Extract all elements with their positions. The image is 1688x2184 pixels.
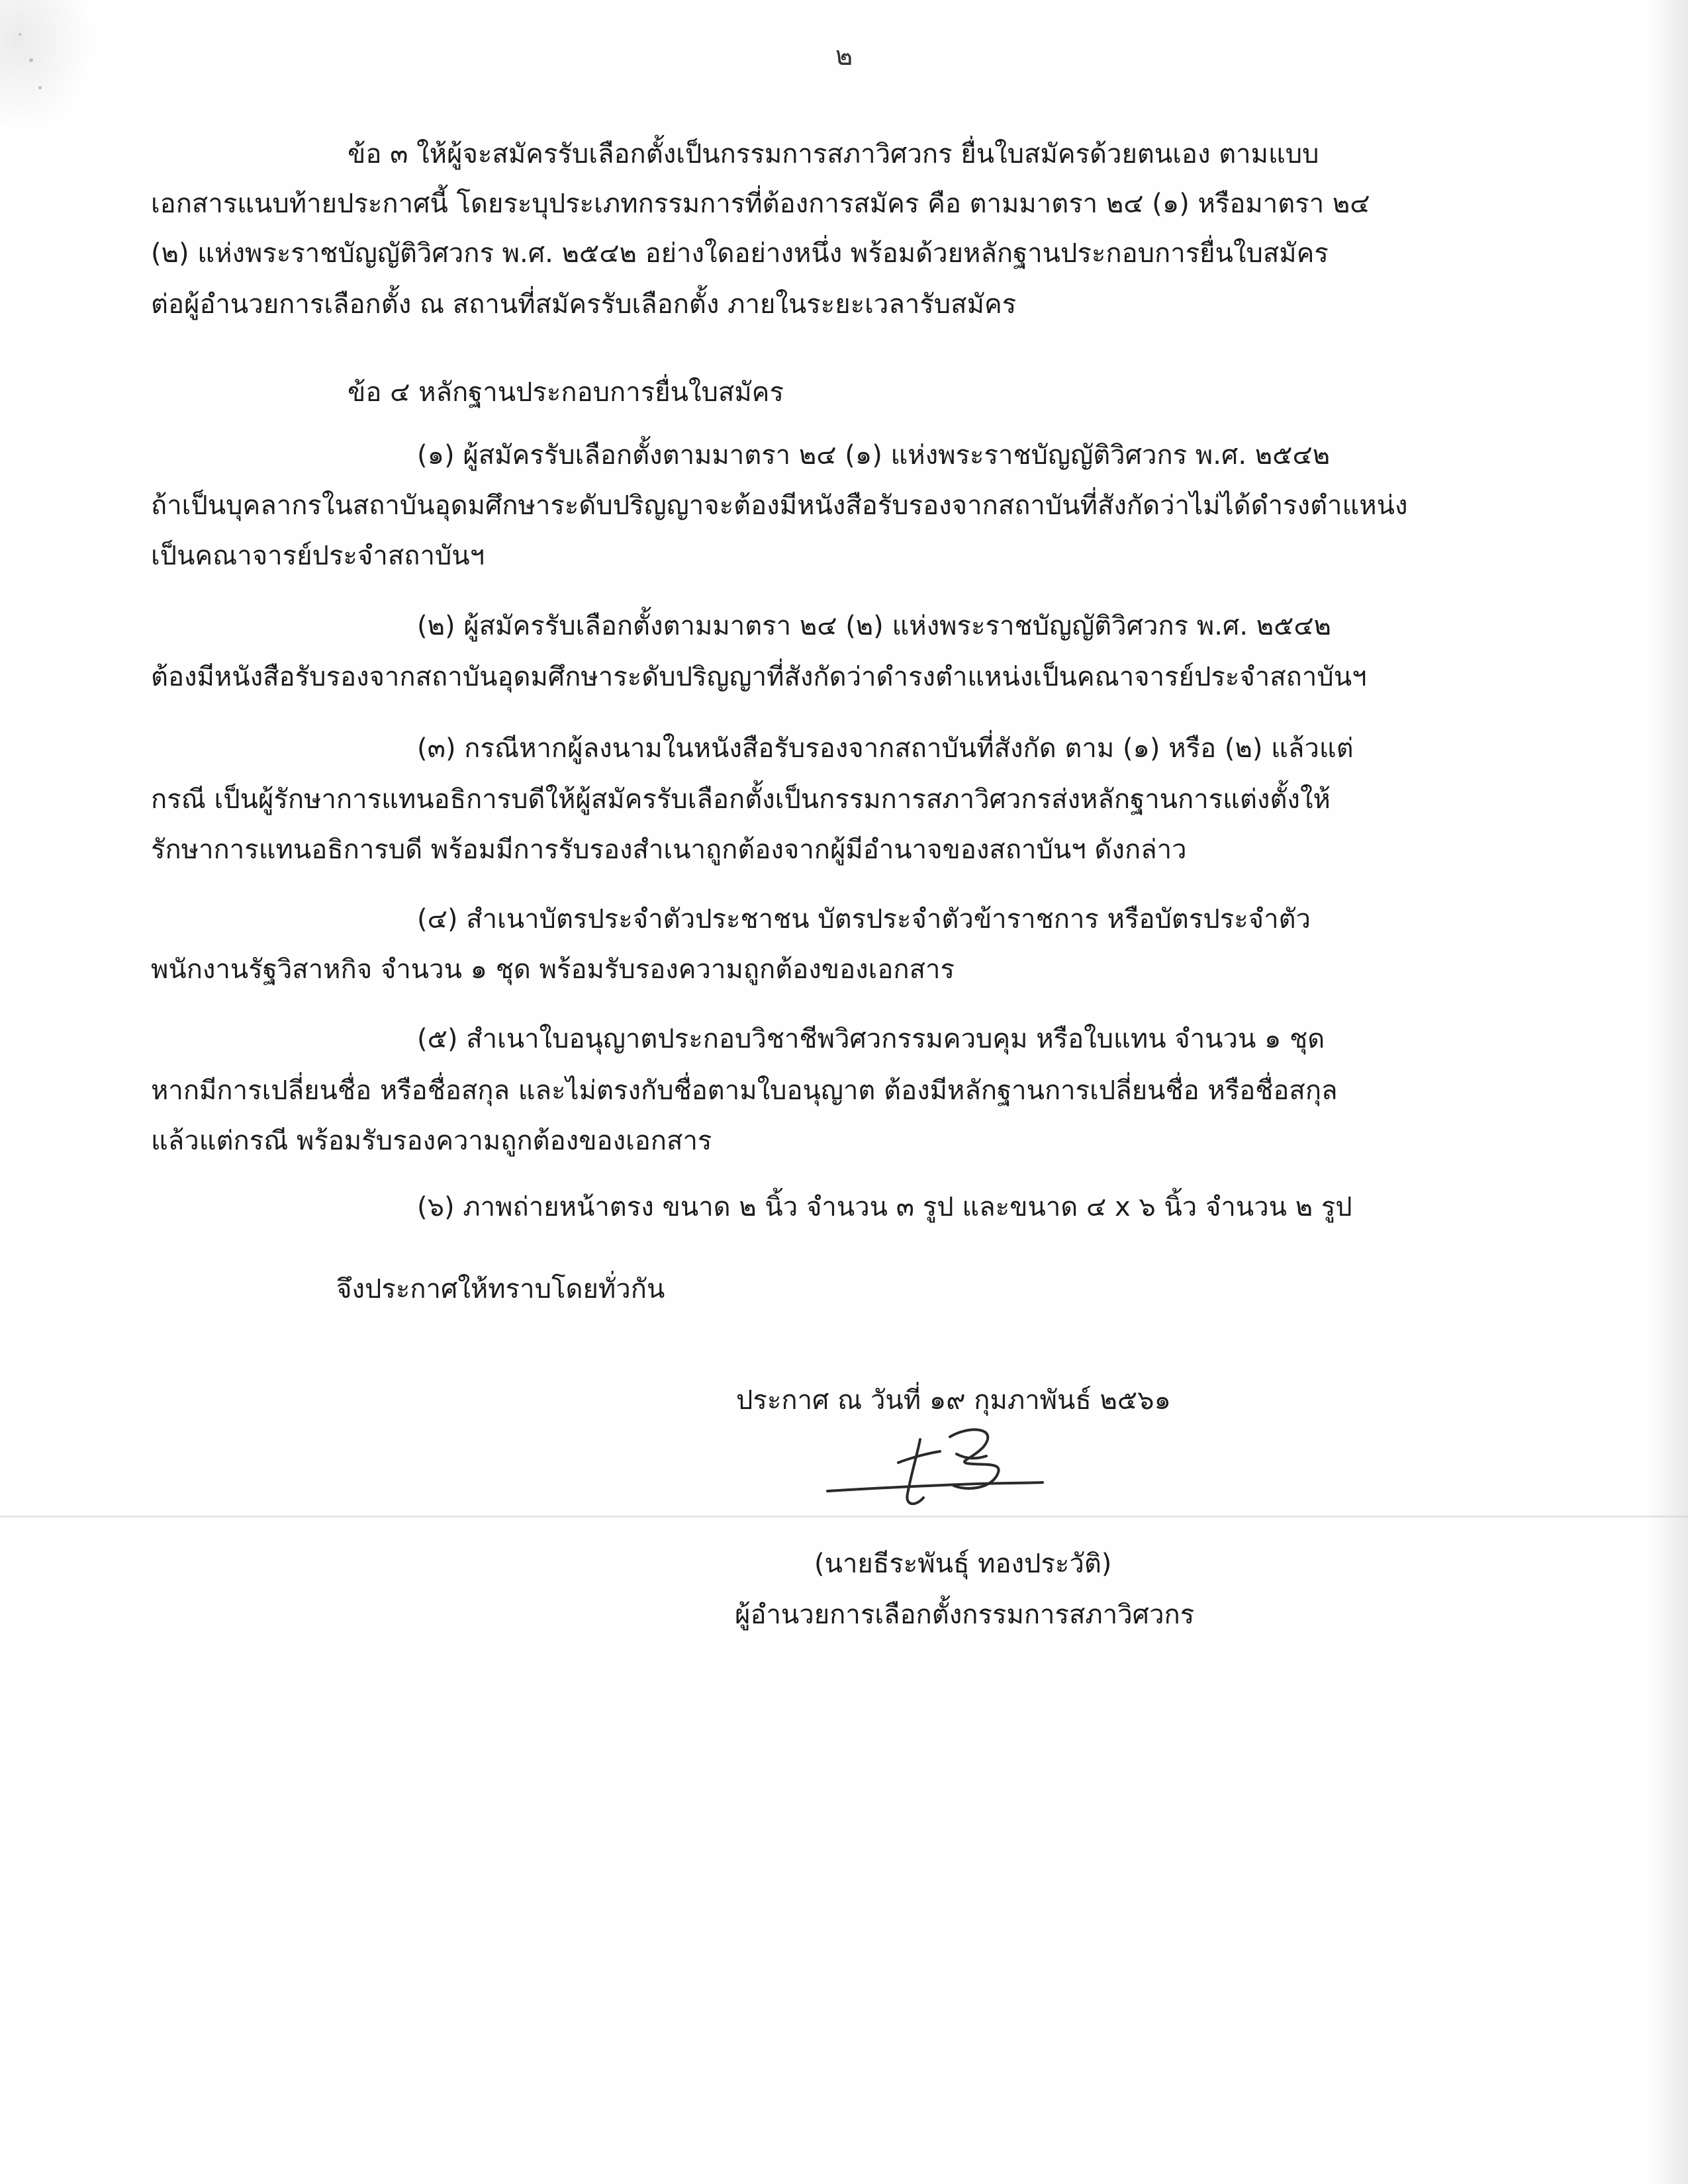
- clause4-item3-line3: รักษาการแทนอธิการบดี พร้อมมีการรับรองสำเนาถูกต้องจากผู้มีอำนาจของสถาบันฯ ดังกล่าว: [151, 835, 1187, 865]
- clause4-item4-line1: (๔) สำเนาบัตรประจำตัวประชาชน บัตรประจำตัวข้าราชการ หรือบัตรประจำตัว: [417, 904, 1311, 934]
- clause3-line4: ต่อผู้อำนวยการเลือกตั้ง ณ สถานที่สมัครรับเลือกตั้ง ภายในระยะเวลารับสมัคร: [151, 289, 1017, 320]
- clause4-item4-line2: พนักงานรัฐวิสาหกิจ จำนวน ๑ ชุด พร้อมรับรองความถูกต้องของเอกสาร: [151, 954, 955, 985]
- clause4-item3-line2: กรณี เป็นผู้รักษาการแทนอธิการบดีให้ผู้สมัครรับเลือกตั้งเป็นกรรมการสภาวิศวกรส่งหลักฐานการแต่งตั้งให้: [151, 784, 1331, 815]
- clause4-item6-line1: (๖) ภาพถ่ายหน้าตรง ขนาด ๒ นิ้ว จำนวน ๓ รูป และขนาด ๔ x ๖ นิ้ว จำนวน ๒ รูป: [417, 1192, 1352, 1222]
- page-number: ๒: [835, 41, 853, 71]
- clause4-item2-line2: ต้องมีหนังสือรับรองจากสถาบันอุดมศึกษาระดับปริญญาที่สังกัดว่าดำรงตำแหน่งเป็นคณาจารย์ประจำสถาบันฯ: [151, 662, 1367, 692]
- clause4-item3-line1: (๓) กรณีหากผู้ลงนามในหนังสือรับรองจากสถาบันที่สังกัด ตาม (๑) หรือ (๒) แล้วแต่: [417, 733, 1354, 764]
- clause3-line2: เอกสารแนบท้ายประกาศนี้ โดยระบุประเภทกรรมการที่ต้องการสมัคร คือ ตามมาตรา ๒๔ (๑) หรือมาตรา ๒๔: [151, 189, 1370, 219]
- clause3-line1: ข้อ ๓ ให้ผู้จะสมัครรับเลือกตั้งเป็นกรรมการสภาวิศวกร ยื่นใบสมัครด้วยตนเอง ตามแบบ: [348, 139, 1319, 169]
- clause4-item1-line3: เป็นคณาจารย์ประจำสถาบันฯ: [151, 541, 485, 571]
- signature-image: [824, 1420, 1062, 1519]
- clause4-item1-line1: (๑) ผู้สมัครรับเลือกตั้งตามมาตรา ๒๔ (๑) แห่งพระราชบัญญัติวิศวกร พ.ศ. ๒๕๔๒: [417, 440, 1331, 471]
- signer-title: ผู้อำนวยการเลือกตั้งกรรมการสภาวิศวกร: [735, 1600, 1195, 1630]
- scan-right-edge-shadow: [1648, 0, 1688, 2184]
- clause3-line3: (๒) แห่งพระราชบัญญัติวิศวกร พ.ศ. ๒๕๔๒ อย่างใดอย่างหนึ่ง พร้อมด้วยหลักฐานประกอบการยื่นใบสมัคร: [151, 238, 1329, 269]
- scan-dot: [38, 86, 42, 89]
- announcement-date: ประกาศ ณ วันที่ ๑๙ กุมภาพันธ์ ๒๕๖๑: [736, 1385, 1171, 1416]
- clause4-item5-line3: แล้วแต่กรณี พร้อมรับรองความถูกต้องของเอกสาร: [151, 1126, 712, 1156]
- signer-name: (นายธีระพันธุ์ ทองประวัติ): [814, 1549, 1112, 1579]
- clause4-item5-line1: (๕) สำเนาใบอนุญาตประกอบวิชาชีพวิศวกรรมควบคุม หรือใบแทน จำนวน ๑ ชุด: [417, 1024, 1325, 1054]
- clause4-item2-line1: (๒) ผู้สมัครรับเลือกตั้งตามมาตรา ๒๔ (๒) แห่งพระราชบัญญัติวิศวกร พ.ศ. ๒๕๔๒: [417, 611, 1332, 641]
- clause4-item5-line2: หากมีการเปลี่ยนชื่อ หรือชื่อสกุล และไม่ตรงกับชื่อตามใบอนุญาต ต้องมีหลักฐานการเปลี่ยนชื่อ หรือชื่อสกุล: [151, 1075, 1338, 1106]
- clause4-heading: ข้อ ๔ หลักฐานประกอบการยื่นใบสมัคร: [348, 377, 784, 408]
- closing-statement: จึงประกาศให้ทราบโดยทั่วกัน: [336, 1274, 665, 1304]
- clause4-item1-line2: ถ้าเป็นบุคลากรในสถาบันอุดมศึกษาระดับปริญญาจะต้องมีหนังสือรับรองจากสถาบันที่สังกัดว่าไม่ได้ดำรงตำแหน่ง: [151, 490, 1408, 521]
